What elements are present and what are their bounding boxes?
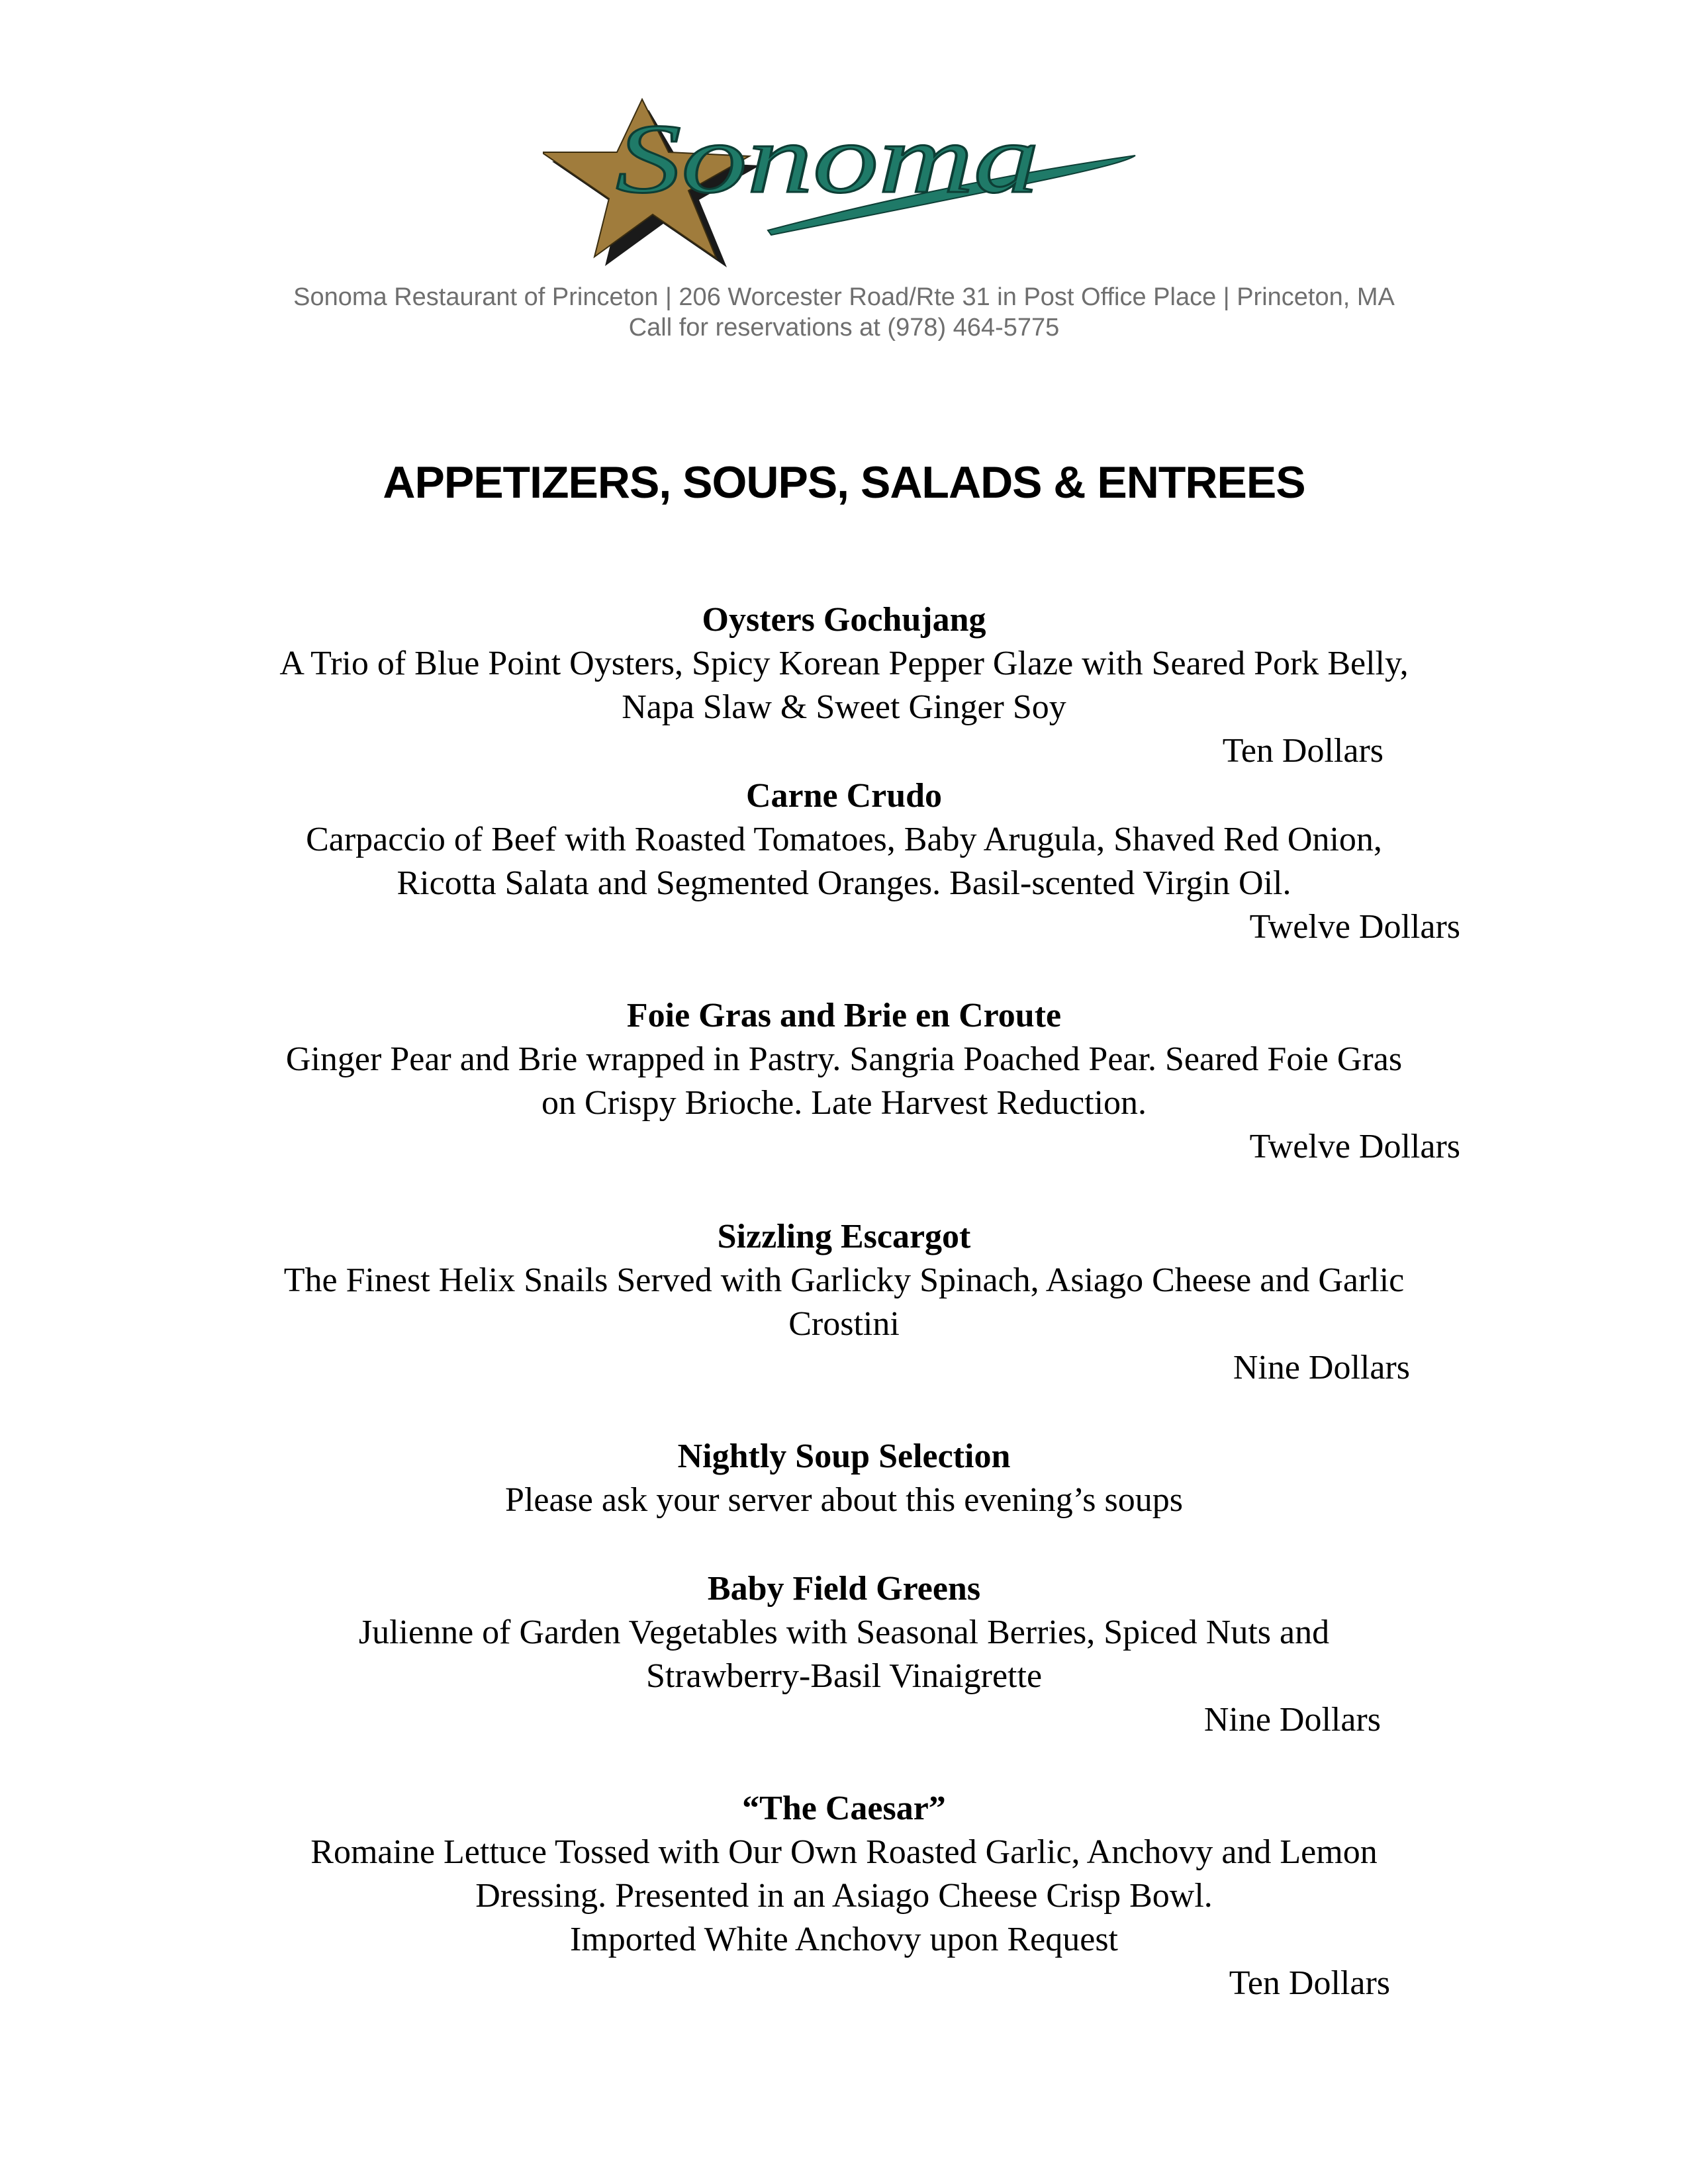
item-name: Sizzling Escargot bbox=[717, 1218, 971, 1255]
item-description: Crostini bbox=[788, 1305, 900, 1343]
item-price: Twelve Dollars bbox=[1249, 908, 1460, 946]
item-name: Carne Crudo bbox=[745, 777, 943, 815]
item-description: Ginger Pear and Brie wrapped in Pastry. Sangria Poached Pear. Seared Foie Gras bbox=[285, 1040, 1403, 1078]
item-description: on Crispy Brioche. Late Harvest Reduction. bbox=[541, 1084, 1147, 1122]
logo-word: Sonoma bbox=[616, 104, 1039, 214]
item-description: Ricotta Salata and Segmented Oranges. Basil-scented Virgin Oil. bbox=[397, 864, 1291, 902]
item-description: Julienne of Garden Vegetables with Seasonal Berries, Spiced Nuts and bbox=[358, 1614, 1330, 1651]
item-price: Nine Dollars bbox=[1233, 1349, 1410, 1387]
item-price: Ten Dollars bbox=[1229, 1964, 1390, 2002]
item-description: Romaine Lettuce Tossed with Our Own Roasted Garlic, Anchovy and Lemon bbox=[310, 1833, 1378, 1871]
item-name: Foie Gras and Brie en Croute bbox=[626, 997, 1062, 1034]
item-description: Napa Slaw & Sweet Ginger Soy bbox=[622, 688, 1066, 726]
item-price: Twelve Dollars bbox=[1249, 1128, 1460, 1165]
item-description: Dressing. Presented in an Asiago Cheese Crisp Bowl. bbox=[475, 1877, 1213, 1915]
item-description: A Trio of Blue Point Oysters, Spicy Korean Pepper Glaze with Seared Pork Belly, bbox=[279, 645, 1409, 682]
item-description: Carpaccio of Beef with Roasted Tomatoes, Baby Arugula, Shaved Red Onion, bbox=[306, 821, 1382, 858]
item-price: Nine Dollars bbox=[1203, 1701, 1381, 1739]
restaurant-address: Sonoma Restaurant of Princeton | 206 Worcester Road/Rte 31 in Post Office Place | Princeton, MA bbox=[293, 283, 1395, 311]
item-name: Oysters Gochujang bbox=[702, 601, 986, 639]
item-description: Strawberry-Basil Vinaigrette bbox=[645, 1657, 1043, 1695]
item-name: Nightly Soup Selection bbox=[677, 1437, 1011, 1475]
item-description: Please ask your server about this evening’s soups bbox=[505, 1481, 1183, 1519]
item-price: Ten Dollars bbox=[1222, 732, 1383, 770]
item-description: Imported White Anchovy upon Request bbox=[569, 1921, 1118, 1958]
item-description: The Finest Helix Snails Served with Garlicky Spinach, Asiago Cheese and Garlic bbox=[283, 1261, 1405, 1299]
sonoma-logo bbox=[543, 93, 1152, 278]
reservation-phone: Call for reservations at (978) 464-5775 bbox=[628, 314, 1060, 341]
item-name: “The Caesar” bbox=[742, 1790, 946, 1827]
item-name: Baby Field Greens bbox=[707, 1570, 981, 1608]
section-title: APPETIZERS, SOUPS, SALADS & ENTREES bbox=[383, 457, 1305, 508]
